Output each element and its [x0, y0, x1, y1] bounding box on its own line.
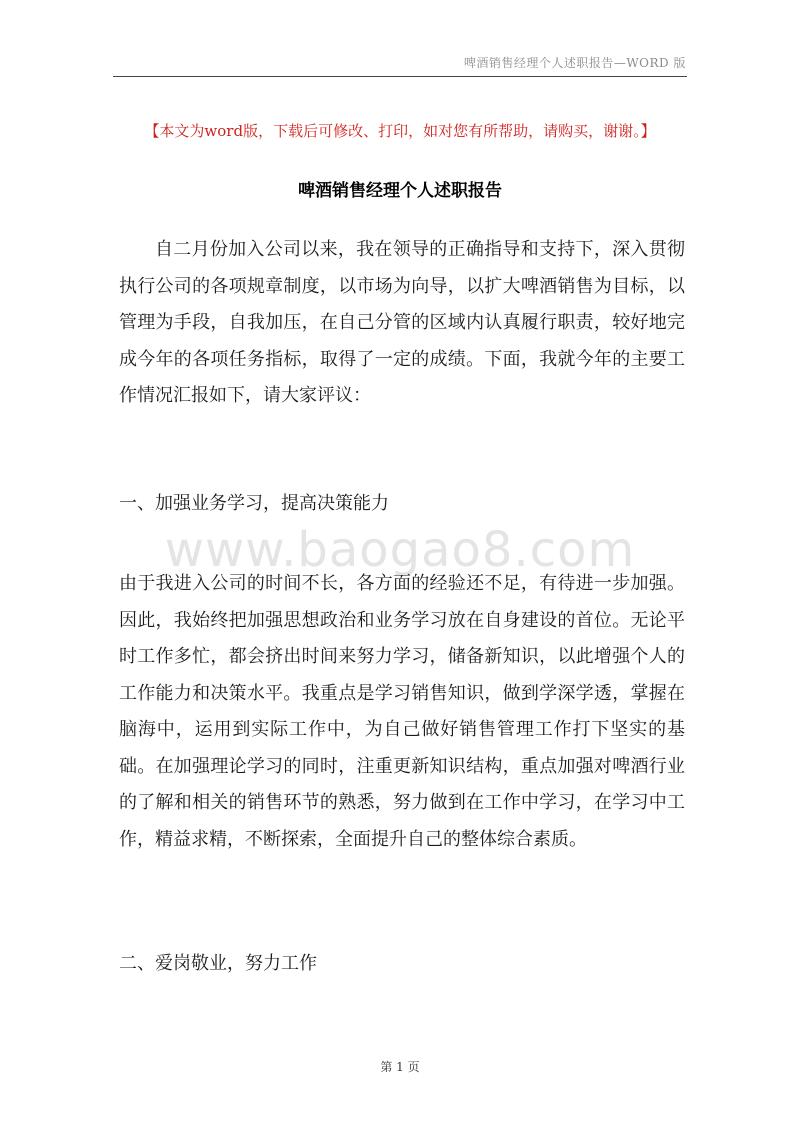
section-heading-1: 一、加强业务学习，提高决策能力 [119, 493, 389, 514]
section-body-1: 由于我进入公司的时间不长，各方面的经验还不足，有待进一步加强。因此，我始终把加强思想政治和业务学习放在自身建设的首位。无论平时工作多忙，都会挤出时间来努力学习，储备新知识，以此增强个人的工作能力和决策水平。我重点是学习销售知识，做到学深学透，掌握在脑海中，运用到实际工作中，为自己做好销售管理工作打下坚实的基础。在加强理论学习的同时，注重更新知识结构，重点加强对啤酒行业的了解和相关的销售环节的熟悉，努力做到在工作中学习，在学习中工作，精益求精，不断探索，全面提升自己的整体综合素质。 [119, 573, 685, 850]
intro-paragraph: 自二月份加入公司以来，我在领导的正确指导和支持下，深入贯彻执行公司的各项规章制度，以市场为向导，以扩大啤酒销售为目标，以管理为手段，自我加压，在自己分管的区域内认真履行职责，较好地完成今年的各项任务指标，取得了一定的成绩。下面，我就今年的主要工作情况汇报如下，请大家评议： [119, 239, 685, 406]
purchase-notice: 【本文为word版，下载后可修改、打印，如对您有所帮助，请购买，谢谢。】 [144, 122, 656, 140]
section-heading-2: 二、爱岗敬业，努力工作 [119, 953, 317, 974]
running-header: 啤酒销售经理个人述职报告—WORD 版 [463, 56, 686, 70]
header-divider [113, 76, 687, 77]
document-title: 啤酒销售经理个人述职报告 [298, 181, 502, 201]
watermark: www.baogao8.com [164, 522, 636, 578]
page-number: 第 1 页 [380, 1060, 420, 1074]
